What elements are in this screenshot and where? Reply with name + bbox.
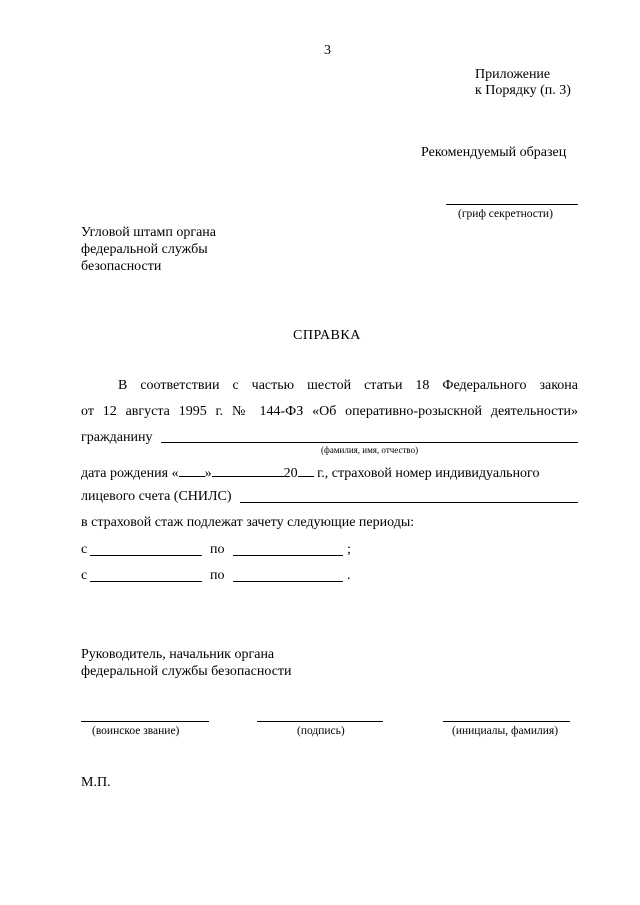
name-caption: (инициалы, фамилия) bbox=[452, 725, 559, 737]
head-title-line-1: Руководитель, начальник органа bbox=[81, 647, 275, 662]
secrecy-line bbox=[446, 204, 578, 205]
document-title: СПРАВКА bbox=[293, 328, 361, 343]
period-1-from-label: с bbox=[81, 542, 88, 557]
paragraph-line-2: от 12 августа 1995 г. № 144-ФЗ «Об оперативно-розыскной деятельности» bbox=[81, 404, 578, 419]
birth-month-field[interactable] bbox=[212, 462, 284, 477]
seal-place-label: М.П. bbox=[81, 775, 111, 790]
stamp-line-1: Угловой штамп органа bbox=[81, 225, 217, 240]
period-2-from-label: с bbox=[81, 568, 88, 583]
birth-quote: » bbox=[204, 466, 212, 481]
stamp-line-3: безопасности bbox=[81, 259, 162, 274]
period-2-to-field[interactable] bbox=[233, 581, 343, 582]
period-2-to-label: по bbox=[210, 568, 225, 583]
appendix-reference: к Порядку (п. 3) bbox=[475, 83, 571, 98]
periods-label: в страховой стаж подлежат зачету следующие периоды: bbox=[81, 515, 415, 530]
period-1-end: ; bbox=[347, 542, 351, 557]
signature-caption: (подпись) bbox=[297, 725, 345, 737]
rank-field[interactable] bbox=[81, 721, 209, 722]
citizen-name-field[interactable] bbox=[161, 442, 578, 443]
period-2-from-field[interactable] bbox=[90, 581, 202, 582]
citizen-label: гражданину bbox=[81, 430, 153, 445]
period-1-to-label: по bbox=[210, 542, 225, 557]
birth-year-prefix: 20 bbox=[283, 466, 298, 481]
secrecy-caption: (гриф секретности) bbox=[458, 208, 553, 220]
birth-date-row bbox=[81, 462, 539, 483]
signature-field[interactable] bbox=[257, 721, 383, 722]
birth-date-label: дата рождения « bbox=[81, 466, 179, 481]
paragraph-line-1: В соответствии с частью шестой статьи 18 Федерального закона bbox=[118, 378, 578, 393]
recommended-sample-label: Рекомендуемый образец bbox=[421, 145, 567, 160]
citizen-caption: (фамилия, имя, отчество) bbox=[321, 445, 419, 455]
page-number: 3 bbox=[324, 43, 331, 58]
name-field[interactable] bbox=[443, 721, 570, 722]
birth-day-field[interactable] bbox=[179, 462, 205, 477]
birth-date-rest: г., страховой номер индивидуального bbox=[317, 466, 540, 481]
appendix-label: Приложение bbox=[475, 67, 551, 82]
birth-year-field[interactable] bbox=[298, 462, 314, 477]
head-title-line-2: федеральной службы безопасности bbox=[81, 664, 292, 679]
snils-label: лицевого счета (СНИЛС) bbox=[81, 489, 232, 504]
period-1-from-field[interactable] bbox=[90, 555, 202, 556]
period-2-end: . bbox=[347, 568, 351, 583]
snils-field[interactable] bbox=[240, 502, 578, 503]
period-1-to-field[interactable] bbox=[233, 555, 343, 556]
rank-caption: (воинское звание) bbox=[92, 725, 180, 737]
stamp-line-2: федеральной службы bbox=[81, 242, 208, 257]
